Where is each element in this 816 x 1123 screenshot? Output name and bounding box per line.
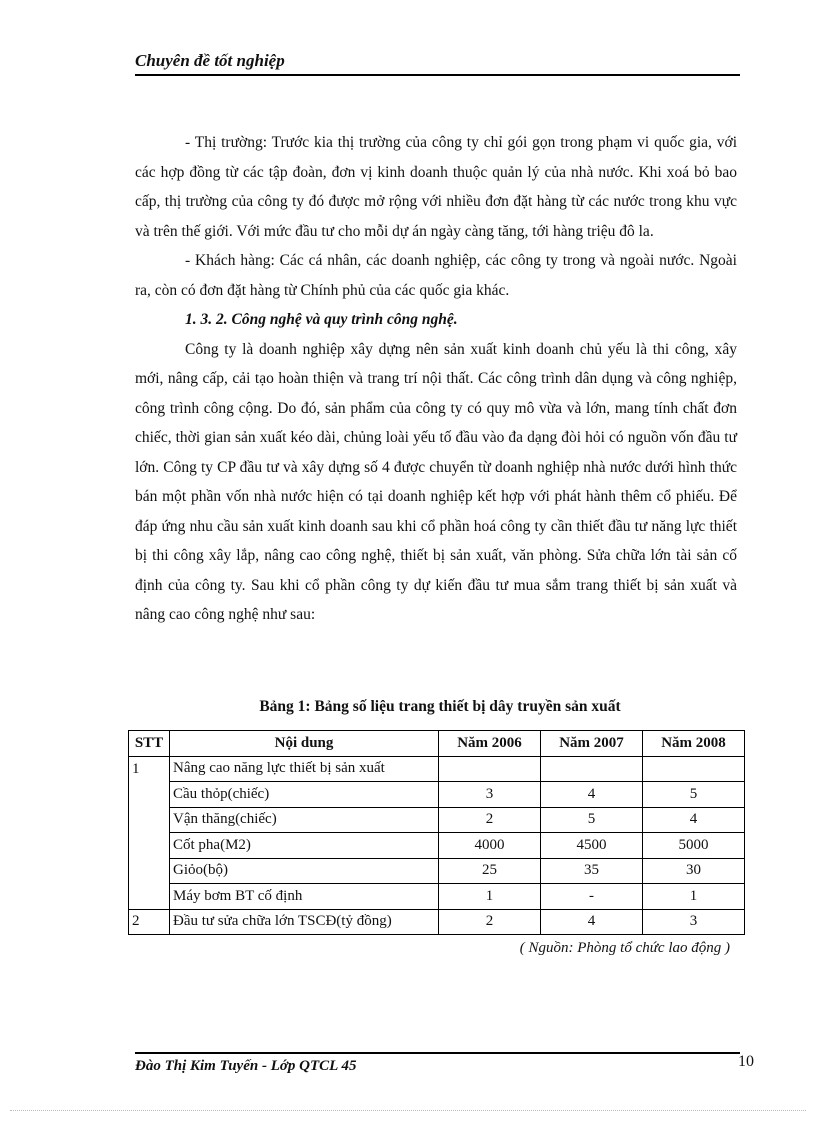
cell-content: Cầu thỏp(chiếc) [170,782,439,808]
paragraph-technology: Công ty là doanh nghiệp xây dựng nên sản xuất kinh doanh chủ yếu là thi công, xây mới, nâng cấp, cải tạo hoàn thiện và trang trí nội thất. Các công trình dân dụng và công nghiệp, công trình công cộng. Do đó, sản phẩm của công ty có quy mô vừa và lớn, mang tính chất đơn chiếc, thời gian sản xuất kéo dài, chủng loài yếu tố đầu vào đa dạng đòi hỏi có nguồn vốn đầu tư lớn. Công ty CP đầu tư và xây dựng số 4 được chuyển từ doanh nghiệp nhà nước dưới hình thức bán một phần vốn nhà nước hiện có tại doanh nghiệp kết hợp với phát hành thêm cổ phiếu. Để đáp ứng nhu cầu sản xuất kinh doanh sau khi cổ phần hoá công ty cần thiết đầu tư năng lực thiết bị thi công xây lắp, nâng cao công nghệ, thiết bị sản xuất, văn phòng. Sửa chữa lớn tài sản cố định của công ty. Sau khi cổ phần công ty dự kiến đầu tư mua sắm trang thiết bị sản xuất và nâng cao công nghệ như sau: [135,340,737,623]
cell-2008: 3 [643,909,745,935]
cell-content: Vận thăng(chiếc) [170,807,439,833]
table-caption: Bảng 1: Bảng số liệu trang thiết bị dây truyền sản xuất [259,698,621,715]
cell-2006: 2 [439,909,541,935]
page-number: 10 [738,1053,754,1070]
page-footer [135,1052,740,1074]
paragraph-customers: - Khách hàng: Các cá nhân, các doanh nghiệp, các công ty trong và ngoài nước. Ngoài ra, còn có đơn đặt hàng từ Chính phủ của các quốc gia khác. [135,252,737,299]
table-header-row [129,731,745,757]
cell-2007: 35 [541,858,643,884]
header-2007: Năm 2007 [541,731,643,757]
cell-2006: 4000 [439,833,541,859]
cell-2006: 25 [439,858,541,884]
cell-2007: 4 [541,909,643,935]
cell-stt: 2 [129,909,170,935]
page-edge-divider [10,1110,806,1111]
cell-2008: 5 [643,782,745,808]
table-row [129,807,745,833]
cell-stt [129,833,170,859]
section-heading: 1. 3. 2. Công nghệ và quy trình công nghệ. [185,311,458,328]
cell-2006 [439,756,541,782]
cell-content: Cốt pha(M2) [170,833,439,859]
table-row [129,909,745,935]
cell-2008: 4 [643,807,745,833]
cell-2008 [643,756,745,782]
cell-stt [129,807,170,833]
header-stt: STT [129,731,170,757]
cell-2006: 1 [439,884,541,910]
header-2008: Năm 2008 [643,731,745,757]
table-row [129,833,745,859]
paragraph-market: - Thị trường: Trước kia thị trường của công ty chỉ gói gọn trong phạm vi quốc gia, với các hợp đồng từ các tập đoàn, đơn vị kinh doanh thuộc quản lý của nhà nước. Khi xoá bỏ bao cấp, thị trường của công ty đó được mở rộng với nhiều đơn đặt hàng từ các nước trong khu vực và trên thế giới. Với mức đầu tư cho mỗi dự án ngày càng tăng, tới hàng triệu đô la. [135,134,737,240]
header-content: Nội dung [170,731,439,757]
header-2006: Năm 2006 [439,731,541,757]
body-text [135,128,737,630]
footer-author: Đào Thị Kim Tuyến - Lớp QTCL 45 [135,1058,357,1074]
table-row [129,858,745,884]
cell-2007 [541,756,643,782]
page-header [135,50,740,76]
cell-stt [129,858,170,884]
cell-stt: 1 [129,756,170,782]
table-source: ( Nguồn: Phòng tổ chức lao động ) [519,940,730,956]
cell-2007: 4 [541,782,643,808]
cell-content: Giỏo(bộ) [170,858,439,884]
table-row [129,884,745,910]
cell-2007: 5 [541,807,643,833]
cell-2007: - [541,884,643,910]
cell-2007: 4500 [541,833,643,859]
cell-content: Đầu tư sửa chữa lớn TSCĐ(tỷ đồng) [170,909,439,935]
equipment-table [128,730,745,935]
cell-2008: 5000 [643,833,745,859]
table-row [129,756,745,782]
cell-content: Máy bơm BT cố định [170,884,439,910]
table-row [129,782,745,808]
cell-stt [129,782,170,808]
cell-2006: 2 [439,807,541,833]
document-title: Chuyên đề tốt nghiệp [135,51,285,70]
cell-content: Nâng cao năng lực thiết bị sản xuất [170,756,439,782]
cell-2006: 3 [439,782,541,808]
cell-2008: 30 [643,858,745,884]
cell-stt [129,884,170,910]
cell-2008: 1 [643,884,745,910]
